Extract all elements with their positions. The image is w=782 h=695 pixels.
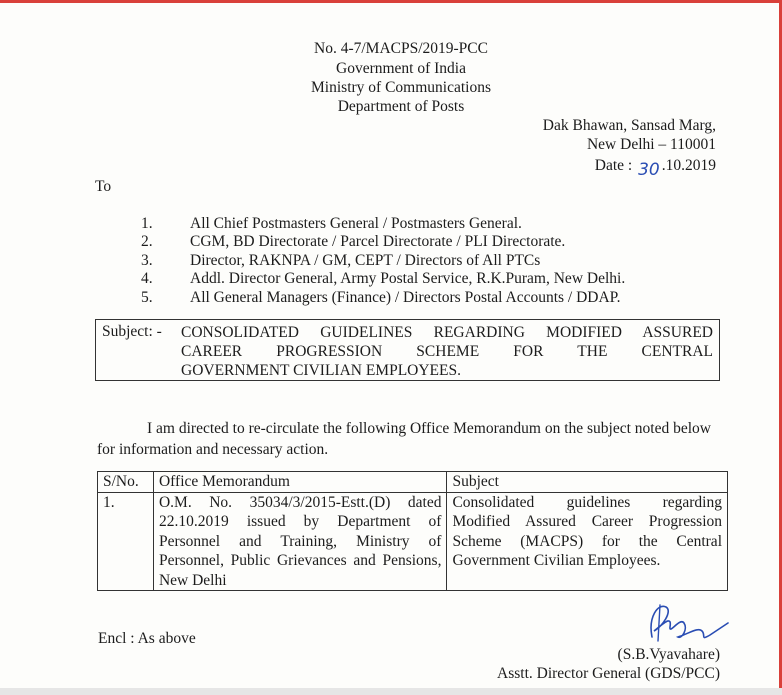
table-header-row: [98, 472, 728, 493]
table-row: [98, 492, 728, 591]
body-paragraph: [97, 418, 719, 460]
column-header-subject: Subject: [447, 472, 728, 493]
subject-label: Subject: -: [102, 323, 162, 340]
list-item-number: 4.: [141, 270, 153, 287]
cell-subject: Consolidated guidelines regarding Modified Assured Career Progression Scheme (MACPS) for the Central Government Civilian Employees.: [447, 492, 728, 591]
cell-sno: 1.: [98, 492, 154, 591]
cell-memorandum: O.M. No. 35034/3/2015-Estt.(D) dated 22.10.2019 issued by Department of Personnel and Training, Ministry of Personnel, Public Grievances and Pensions, New Delhi: [153, 492, 447, 591]
signatory-name: (S.B.Vyavahare): [617, 646, 720, 663]
date-handwritten-day: 30: [638, 160, 660, 180]
ministry-heading: Ministry of Communications: [311, 79, 491, 96]
frame-bottom-shadow: [0, 688, 782, 695]
address-line-1: Dak Bhawan, Sansad Marg,: [542, 117, 716, 134]
frame-top-border: [0, 0, 782, 3]
enclosure-note: Encl : As above: [98, 630, 196, 647]
column-header-memorandum: Office Memorandum: [153, 472, 447, 493]
list-item-number: 3.: [141, 252, 153, 269]
list-item-text: Director, RAKNPA / GM, CEPT / Directors of All PTCs: [190, 252, 541, 269]
to-label: To: [95, 178, 112, 195]
date-month-year: .10.2019: [661, 157, 716, 174]
list-item-text: All Chief Postmasters General / Postmasters General.: [190, 215, 522, 232]
subject-line-3: GOVERNMENT CIVILIAN EMPLOYEES.: [181, 362, 461, 379]
list-item-text: All General Managers (Finance) / Directors Postal Accounts / DDAP.: [190, 289, 621, 306]
list-item-number: 2.: [141, 233, 153, 250]
list-item-number: 1.: [141, 215, 153, 232]
file-number: No. 4-7/MACPS/2019-PCC: [314, 40, 488, 57]
list-item-text: CGM, BD Directorate / Parcel Directorate / PLI Directorate.: [190, 233, 566, 250]
memorandum-table: [97, 471, 728, 591]
government-heading: Government of India: [336, 60, 466, 77]
subject-line-1: CONSOLIDATED GUIDELINES REGARDING MODIFIED ASSURED: [181, 324, 713, 341]
list-item-number: 5.: [141, 289, 153, 306]
subject-text: [181, 323, 713, 380]
body-paragraph-text: I am directed to re-circulate the following Office Memorandum on the subject noted below for information and necessary action.: [97, 420, 711, 458]
list-item-text: Addl. Director General, Army Postal Service, R.K.Puram, New Delhi.: [190, 270, 626, 287]
subject-line-2: CAREER PROGRESSION SCHEME FOR THE CENTRAL: [181, 343, 713, 360]
address-line-2: New Delhi – 110001: [586, 136, 716, 153]
date-line: [450, 155, 716, 180]
column-header-sno: S/No.: [98, 472, 154, 493]
date-label: Date :: [594, 157, 633, 174]
subject-box: [95, 319, 720, 381]
signatory-designation: Asstt. Director General (GDS/PCC): [497, 665, 720, 682]
department-heading: Department of Posts: [337, 98, 465, 115]
signature-mark: [640, 597, 730, 652]
